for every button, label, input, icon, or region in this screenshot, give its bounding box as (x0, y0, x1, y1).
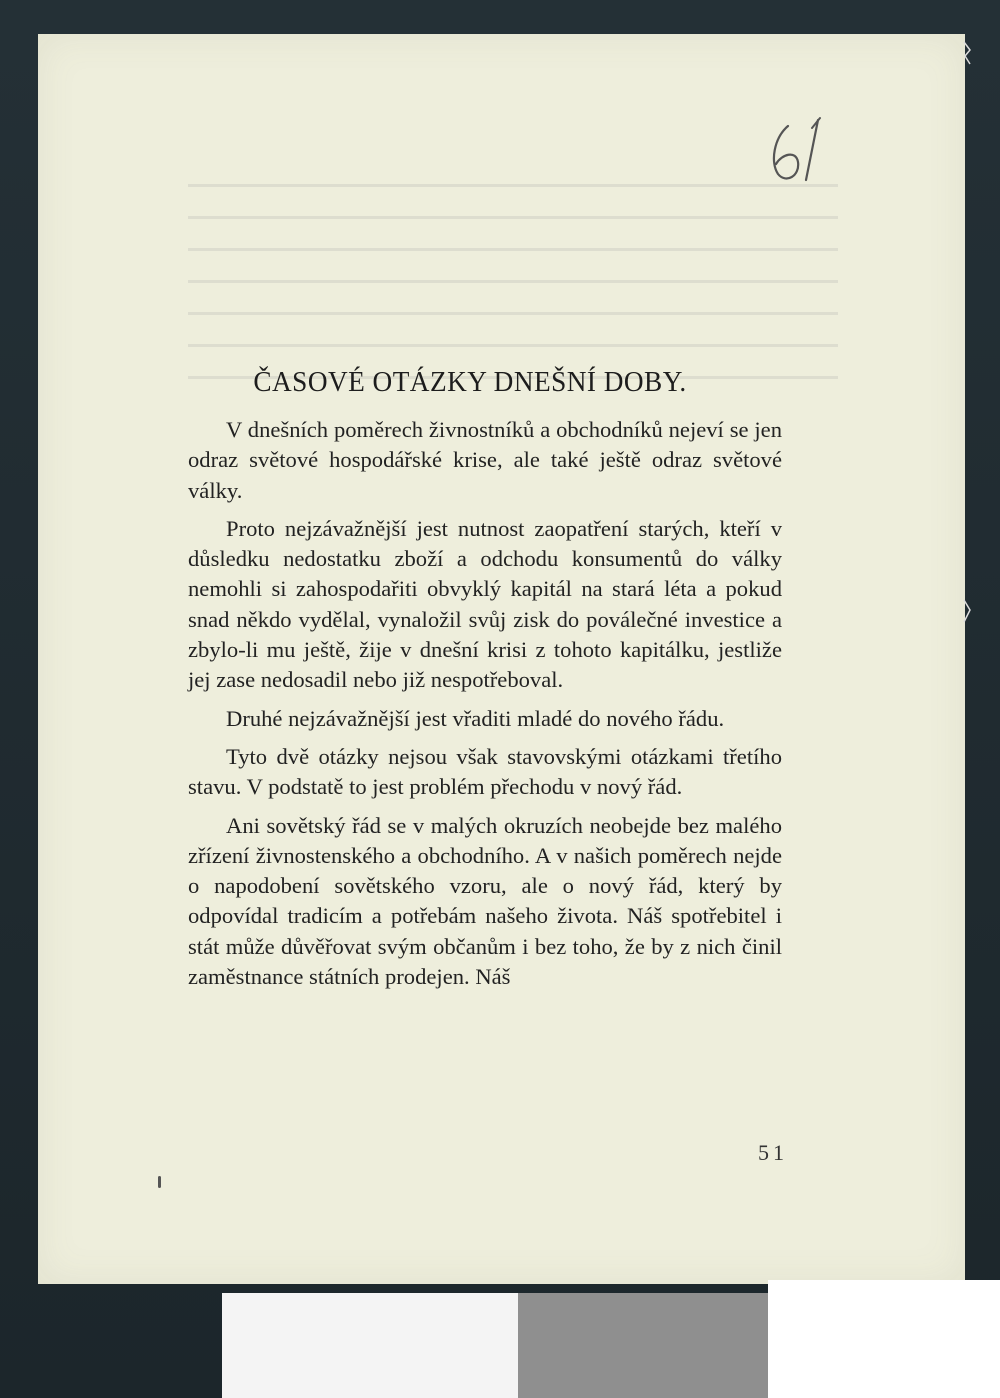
body-text (188, 415, 782, 1000)
paragraph: V dnešních poměrech živnostníků a obchodníků nejeví se jen odraz světové hospodářské krise, ale také ještě odraz světové války. (188, 417, 782, 503)
paper-edge-mark (962, 598, 972, 624)
paragraph: Druhé nejzávažnější jest vřaditi mladé do nového řádu. (226, 705, 725, 731)
scan-strip-white (222, 1293, 518, 1398)
page-number: 51 (758, 1140, 788, 1165)
paragraph: Proto nejzávažnější jest nutnost zaopatření starých, kteří v důsledku nedostatku zboží a odchodu konsumentů do války nemohli si zahospodařiti obvyklý kapitál na stará léta a pokud snad někdo vydělal, vynaložil svůj zisk do poválečné investice a zbylo-li mu ještě, žije v dnešní krisi z tohoto kapitálku, jestliže jej zase nedosadil nebo již nespotřeboval. (188, 515, 782, 693)
paper-speck (158, 1176, 161, 1188)
paragraph: Tyto dvě otázky nejsou však stavovskými otázkami třetího stavu. V podstatě to jest problém přechodu v nový řád. (188, 743, 782, 800)
scan-strip-right (768, 1280, 1000, 1398)
paper-edge-mark (962, 40, 972, 66)
handwritten-annotation (760, 98, 850, 198)
paragraph: Ani sovětský řád se v malých okruzích neobejde bez malého zřízení živnostenského a obchodního. A v našich poměrech nejde o napodobení sovětského vzoru, ale o nový řád, který by odpovídal tradicím a potřebám našeho života. Náš spotřebitel i stát může důvěřovat svým občanům i bez toho, že by z nich činil zaměstnance státních prodejen. Náš (188, 812, 782, 990)
scan-strip-gray (518, 1293, 768, 1398)
page-title: ČASOVÉ OTÁZKY DNEŠNÍ DOBY. (253, 366, 687, 398)
